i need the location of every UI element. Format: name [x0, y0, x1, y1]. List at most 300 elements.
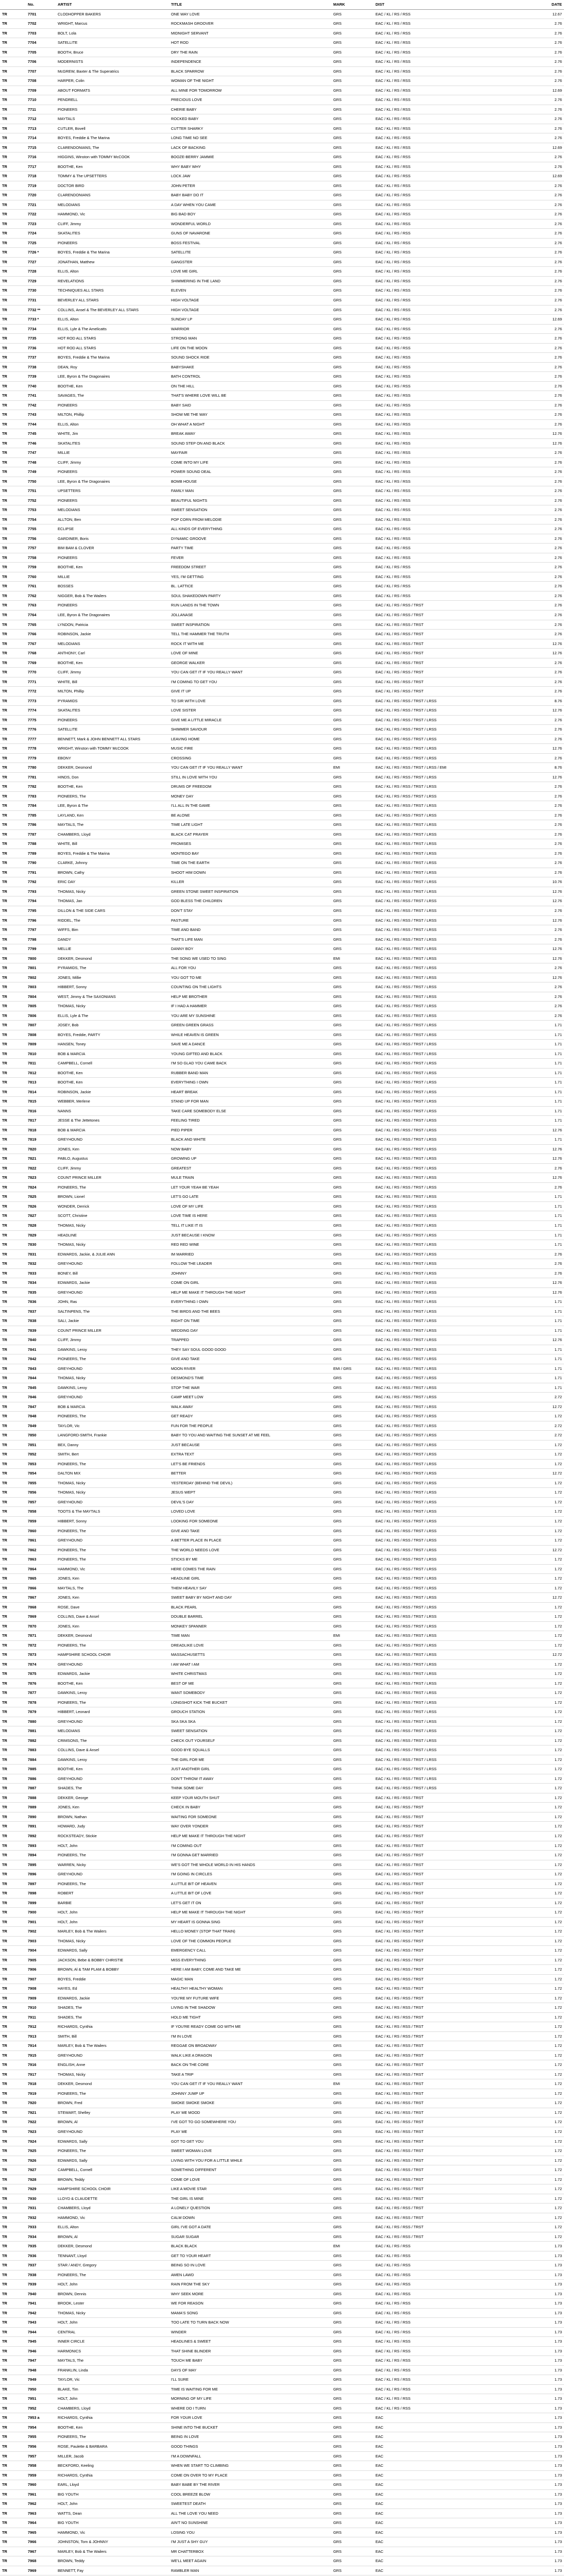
dist-cell: EAC / KL / RS / RSS	[373, 2242, 456, 2251]
table-row	[0, 2394, 564, 2404]
extra-cell	[456, 1717, 512, 1726]
extra-cell	[456, 734, 512, 744]
section-cell: TR	[0, 1002, 26, 1011]
mark-cell: GRS	[331, 1163, 373, 1173]
dist-cell: EAC / KL / RS / RSS / TRST	[373, 2012, 456, 2022]
mark-cell: GRS	[331, 1450, 373, 1460]
artist-cell: DEKKER, George	[56, 1793, 169, 1803]
extra-cell	[456, 1335, 512, 1345]
date-cell: 1.71	[512, 1230, 564, 1240]
artist-cell: HARMONICS	[56, 2346, 169, 2356]
title-cell: ON THE HILL	[169, 381, 331, 391]
artist-cell: BOOTHE, Ken	[56, 563, 169, 572]
dist-cell: EAC / KL / RS / RSS	[373, 419, 456, 429]
table-row	[0, 1393, 564, 1402]
table-row	[0, 181, 564, 191]
table-row	[0, 1889, 564, 1899]
catalogue-number-cell: 7911	[26, 2012, 56, 2022]
section-cell: TR	[0, 2175, 26, 2184]
section-cell: TR	[0, 2299, 26, 2309]
section-cell: TR	[0, 1364, 26, 1374]
section-cell: TR	[0, 1488, 26, 1498]
dist-cell: EAC / KL / RS / RSS / TRST / LRSS	[373, 1545, 456, 1555]
section-cell: TR	[0, 553, 26, 563]
dist-cell: EAC / KL / RS / RSS / TRST / LRSS	[373, 1736, 456, 1745]
table-row	[0, 1955, 564, 1965]
artist-cell: PIONEERS	[56, 715, 169, 725]
title-cell: BACK ON THE CORE	[169, 2060, 331, 2070]
dist-cell: EAC / KL / RS / RSS / TRST	[373, 668, 456, 677]
title-cell: LEAVING HOME	[169, 734, 331, 744]
section-cell: TR	[0, 276, 26, 286]
section-cell: TR	[0, 1326, 26, 1335]
mark-cell: GRS	[331, 286, 373, 296]
catalogue-number-cell: 7709	[26, 86, 56, 95]
section-cell: TR	[0, 362, 26, 372]
title-cell: I'M GONNA GET MARRIED	[169, 1851, 331, 1860]
title-cell: EXTRA TEXT	[169, 1450, 331, 1460]
dist-cell: EAC / KL / RS / RSS / TRST	[373, 1908, 456, 1918]
mark-cell: GRS	[331, 2432, 373, 2442]
mark-cell: GRS	[331, 668, 373, 677]
dist-cell: EAC / KL / RS / RSS	[373, 229, 456, 239]
extra-cell	[456, 1278, 512, 1288]
title-cell: MASSACHUSETTS	[169, 1650, 331, 1660]
table-row	[0, 1526, 564, 1536]
extra-cell	[456, 38, 512, 48]
table-row	[0, 1478, 564, 1488]
mark-cell: GRS	[331, 2537, 373, 2547]
section-cell: TR	[0, 1278, 26, 1288]
section-cell: TR	[0, 906, 26, 916]
extra-cell	[456, 1421, 512, 1431]
dist-cell: EAC / KL / RS / RSS / TRST / LRSS	[373, 1030, 456, 1040]
section-cell: TR	[0, 2060, 26, 2070]
table-row	[0, 763, 564, 773]
catalogue-number-cell: 7702	[26, 19, 56, 29]
extra-cell	[456, 1870, 512, 1879]
date-cell: 1.73	[512, 2356, 564, 2366]
date-cell: 12.72	[512, 1469, 564, 1479]
table-row	[0, 1870, 564, 1879]
mark-cell: GRS	[331, 2280, 373, 2290]
extra-cell	[456, 1440, 512, 1450]
artist-cell: WHITE, Jim	[56, 429, 169, 439]
artist-cell: WRIGHT, Winston with TOMMY McCOOK	[56, 744, 169, 754]
mark-cell: GRS	[331, 1049, 373, 1059]
mark-cell: GRS	[331, 1698, 373, 1707]
mark-cell: GRS	[331, 1640, 373, 1650]
dist-cell: EAC / KL / RS / RSS / TRST	[373, 2156, 456, 2165]
section-cell: TR	[0, 1984, 26, 1994]
title-cell: SHINE INTO THE BUCKET	[169, 2422, 331, 2432]
section-cell: TR	[0, 2041, 26, 2051]
date-cell: 1.72	[512, 1755, 564, 1765]
dist-cell: EAC / KL / RS / RSS / TRST / LRSS	[373, 725, 456, 735]
dist-cell: EAC / KL / RS / RSS	[373, 477, 456, 486]
artist-cell: HIBBERT, Sonny	[56, 1516, 169, 1526]
date-cell: 12.72	[512, 1650, 564, 1660]
section-cell: TR	[0, 438, 26, 448]
section-cell: TR	[0, 1669, 26, 1679]
dist-cell: EAC / KL / RS / RSS / TRST	[373, 1879, 456, 1889]
date-cell: 10.76	[512, 877, 564, 887]
extra-cell	[456, 210, 512, 219]
section-cell: TR	[0, 2127, 26, 2137]
catalogue-number-cell: 7955	[26, 2432, 56, 2442]
artist-cell: CENTRAL	[56, 2327, 169, 2337]
section-cell: TR	[0, 1898, 26, 1908]
catalogue-number-cell: 7959	[26, 2470, 56, 2480]
date-cell: 8.76	[512, 763, 564, 773]
table-row	[0, 2242, 564, 2251]
mark-cell: GRS	[331, 696, 373, 706]
title-header: TITLE	[169, 0, 331, 9]
section-cell: TR	[0, 2327, 26, 2337]
mark-cell: GRS	[331, 429, 373, 439]
title-cell: THEM HEAVILY SAY	[169, 1583, 331, 1593]
mark-cell: GRS	[331, 1593, 373, 1603]
mark-cell: GRS	[331, 1144, 373, 1154]
table-row	[0, 1211, 564, 1221]
extra-cell	[456, 238, 512, 248]
title-cell: GROUCH STATION	[169, 1707, 331, 1717]
date-cell: 2.76	[512, 76, 564, 86]
extra-cell	[456, 324, 512, 334]
artist-cell: THOMAS, Nicky	[56, 1488, 169, 1498]
mark-cell: GRS	[331, 1211, 373, 1221]
mark-cell: GRS	[331, 1497, 373, 1507]
artist-cell: SATELLITE	[56, 725, 169, 735]
catalogue-number-cell: 7879	[26, 1707, 56, 1717]
title-cell: ELEVEN	[169, 286, 331, 296]
title-cell: IM MARRIED	[169, 1249, 331, 1259]
artist-cell: HAMMOND, Vic	[56, 1564, 169, 1574]
catalogue-number-cell: 7840	[26, 1335, 56, 1345]
date-cell: 1.73	[512, 2337, 564, 2347]
date-cell: 1.73	[512, 2280, 564, 2290]
catalogue-number-cell: 7868	[26, 1602, 56, 1612]
title-cell: BREAK AWAY	[169, 429, 331, 439]
table-row	[0, 1745, 564, 1755]
date-cell: 1.72	[512, 1497, 564, 1507]
extra-cell	[456, 1851, 512, 1860]
extra-cell	[456, 1659, 512, 1669]
artist-cell: REVELATIONS	[56, 276, 169, 286]
extra-cell	[456, 1345, 512, 1354]
date-cell: 2.76	[512, 687, 564, 697]
dist-cell: EAC / KL / RS / RSS	[373, 95, 456, 105]
date-cell: 1.72	[512, 2089, 564, 2098]
mark-cell: GRS	[331, 210, 373, 219]
title-cell: SOMETHING DIFFERENT	[169, 2165, 331, 2175]
title-cell: WE FOR REASON	[169, 2299, 331, 2309]
artist-cell: PIONEERS, The	[56, 2432, 169, 2442]
dist-cell: EAC / KL / RS / RSS / TRST / LRSS	[373, 1679, 456, 1688]
title-cell: JUST BECAUSE	[169, 1440, 331, 1450]
extra-cell	[456, 1765, 512, 1774]
catalogue-number-cell: 7934	[26, 2232, 56, 2242]
dist-cell: EAC / KL / RS / RSS / TRST	[373, 1812, 456, 1822]
artist-cell: ABOUT FORMATS	[56, 86, 169, 95]
date-cell: 2.76	[512, 286, 564, 296]
catalogue-number-cell: 7826	[26, 1201, 56, 1211]
catalogue-number-cell: 7854	[26, 1469, 56, 1479]
dist-cell: EAC / KL / RS / RSS	[373, 162, 456, 172]
artist-cell: SKATALITES	[56, 706, 169, 716]
title-cell: TRAPPED	[169, 1335, 331, 1345]
artist-cell: BOOTHE, Ken	[56, 1078, 169, 1088]
artist-cell: CHAMBERS, Lloyd	[56, 2204, 169, 2213]
artist-cell: HAMPSHIRE SCHOOL CHOIR	[56, 1650, 169, 1660]
extra-cell	[456, 2299, 512, 2309]
dist-cell: EAC / KL / RS / RSS / TRST / LRSS	[373, 1011, 456, 1021]
extra-cell	[456, 1412, 512, 1421]
dist-cell: EAC / KL / RS / RSS / TRST / LRSS	[373, 877, 456, 887]
table-row	[0, 505, 564, 515]
table-row	[0, 1860, 564, 1870]
mark-cell: GRS	[331, 1898, 373, 1908]
artist-cell: BOB & MARCIA	[56, 1049, 169, 1059]
date-cell: 2.76	[512, 801, 564, 811]
extra-cell	[456, 286, 512, 296]
catalogue-number-cell: 7874	[26, 1659, 56, 1669]
artist-cell: GREYHOUND	[56, 1774, 169, 1784]
section-cell: TR	[0, 1851, 26, 1860]
mark-cell: GRS	[331, 630, 373, 639]
extra-cell	[456, 896, 512, 906]
table-row	[0, 1459, 564, 1469]
mark-cell: GRS	[331, 1688, 373, 1698]
catalogue-number-cell: 7762	[26, 591, 56, 601]
extra-cell	[456, 2079, 512, 2089]
table-row	[0, 448, 564, 458]
artist-cell: CLODHOPPER BAKERS	[56, 9, 169, 19]
catalogue-number-cell: 7829	[26, 1230, 56, 1240]
extra-cell	[456, 152, 512, 162]
artist-cell: PIONEERS, The	[56, 791, 169, 801]
table-row	[0, 2213, 564, 2223]
mark-cell: GRS	[331, 353, 373, 363]
extra-cell	[456, 181, 512, 191]
mark-cell: GRS	[331, 2394, 373, 2404]
catalogue-number-cell: 7850	[26, 1431, 56, 1440]
date-cell: 12.67	[512, 9, 564, 19]
section-cell: TR	[0, 1116, 26, 1126]
extra-cell	[456, 849, 512, 858]
title-cell: JOLLANASE	[169, 611, 331, 620]
dist-cell: EAC / KL / RS / RSS / TRST / LRSS	[373, 1173, 456, 1183]
catalogue-number-cell: 7770	[26, 668, 56, 677]
section-cell: TR	[0, 315, 26, 325]
extra-cell	[456, 1402, 512, 1412]
dist-cell: EAC / KL / RS / RSS / TRST / LRSS	[373, 1650, 456, 1660]
table-row	[0, 1259, 564, 1269]
title-cell: HELP ME MAKE IT THROUGH THE NIGHT	[169, 1832, 331, 1841]
title-cell: I'M GOING IN CIRCLES	[169, 1870, 331, 1879]
title-cell: FOLLOW THE LEADER	[169, 1259, 331, 1269]
section-cell: TR	[0, 419, 26, 429]
artist-cell: LEE, Byron & The Dragonaires	[56, 477, 169, 486]
extra-cell	[456, 1736, 512, 1745]
artist-cell: BOOTHE, Ken	[56, 162, 169, 172]
catalogue-number-cell: 7728	[26, 267, 56, 277]
extra-cell	[456, 448, 512, 458]
dist-cell: EAC / KL / RS / RSS / TRST / LRSS	[373, 1602, 456, 1612]
mark-cell: GRS	[331, 9, 373, 19]
mark-cell: GRS	[331, 2299, 373, 2309]
artist-cell: PIONEERS, The	[56, 1459, 169, 1469]
title-cell: WANT SOMEBODY	[169, 1688, 331, 1698]
date-cell: 1.73	[512, 2365, 564, 2375]
date-cell: 2.72	[512, 1393, 564, 1402]
table-row	[0, 887, 564, 896]
dist-cell: EAC / KL / RS / RSS	[373, 2299, 456, 2309]
dist-cell: EAC / KL / RS / RSS / TRST / LRSS	[373, 1383, 456, 1393]
title-cell: SWEET SENSATION	[169, 1726, 331, 1736]
table-row	[0, 267, 564, 277]
catalogue-number-cell: 7834	[26, 1278, 56, 1288]
section-cell: TR	[0, 477, 26, 486]
date-cell: 12.76	[512, 649, 564, 658]
artist-cell: ROSE, Dave	[56, 1602, 169, 1612]
table-row	[0, 1316, 564, 1326]
section-cell: TR	[0, 1221, 26, 1231]
section-cell: TR	[0, 1030, 26, 1040]
catalogue-number-cell: 7949	[26, 2375, 56, 2385]
title-cell: HOLD ME TIGHT	[169, 2012, 331, 2022]
mark-cell: GRS	[331, 772, 373, 782]
date-cell: 1.72	[512, 2204, 564, 2213]
extra-cell	[456, 114, 512, 124]
date-cell: 2.76	[512, 114, 564, 124]
table-row	[0, 143, 564, 152]
date-cell: 12.72	[512, 1593, 564, 1603]
catalogue-number-cell: 7771	[26, 677, 56, 687]
title-cell: MORNING OF MY LIFE	[169, 2394, 331, 2404]
table-row	[0, 630, 564, 639]
mark-cell: GRS	[331, 1583, 373, 1593]
title-cell: HELP ME MAKE IT THROUGH THE NIGHT	[169, 1908, 331, 1918]
catalogue-number-cell: 7765	[26, 620, 56, 630]
title-cell: YOU CAN GET IT IF YOU REALLY WANT	[169, 668, 331, 677]
title-cell: STICKS BY ME	[169, 1555, 331, 1565]
artist-cell: COLLINS, Ansel & The BEVERLEY ALL STARS	[56, 305, 169, 315]
date-cell: 1.73	[512, 2518, 564, 2528]
table-row	[0, 772, 564, 782]
catalogue-number-cell: 7747	[26, 448, 56, 458]
title-cell: SMOKE SMOKE SMOKE	[169, 2098, 331, 2108]
extra-cell	[456, 1450, 512, 1460]
table-row	[0, 1087, 564, 1097]
section-cell: TR	[0, 1650, 26, 1660]
artist-cell: ELLIS, Alton	[56, 315, 169, 325]
dist-cell: EAC / KL / RS / RSS / TRST	[373, 1917, 456, 1927]
artist-cell: HARPER, Colin	[56, 76, 169, 86]
table-row	[0, 2031, 564, 2041]
extra-cell	[456, 2270, 512, 2280]
table-row	[0, 2346, 564, 2356]
dist-cell: EAC / KL / RS / RSS / TRST / LRSS	[373, 1049, 456, 1059]
catalogue-number-cell: 7900	[26, 1908, 56, 1918]
date-cell: 2.76	[512, 515, 564, 524]
section-cell: TR	[0, 2280, 26, 2290]
section-cell: TR	[0, 2223, 26, 2232]
catalogue-number-cell: 7932	[26, 2213, 56, 2223]
catalogue-number-cell: 7727	[26, 257, 56, 267]
catalogue-number-cell: 7965	[26, 2528, 56, 2537]
table-row	[0, 1602, 564, 1612]
title-cell: POWER SOUND DEAL	[169, 467, 331, 477]
artist-cell: JESSE & The Jettetones	[56, 1116, 169, 1126]
date-cell: 1.72	[512, 1574, 564, 1584]
date-cell: 1.72	[512, 2012, 564, 2022]
extra-cell	[456, 2528, 512, 2537]
table-row	[0, 601, 564, 611]
table-row	[0, 2146, 564, 2156]
mark-cell: GRS	[331, 2375, 373, 2385]
title-cell: AIN'T NO SUNSHINE	[169, 2518, 331, 2528]
mark-cell: GRS	[331, 2060, 373, 2070]
artist-cell: DAWKINS, Leroy	[56, 1383, 169, 1393]
mark-cell: GRS	[331, 868, 373, 877]
date-cell: 1.71	[512, 1030, 564, 1040]
catalogue-number-cell: 7769	[26, 658, 56, 668]
title-cell: DON'T STAY	[169, 906, 331, 916]
date-cell: 2.76	[512, 248, 564, 258]
extra-cell	[456, 2060, 512, 2070]
section-cell: TR	[0, 1431, 26, 1440]
mark-cell: GRS	[331, 1059, 373, 1069]
date-cell: 2.76	[512, 181, 564, 191]
date-cell: 1.72	[512, 1974, 564, 1984]
section-cell: TR	[0, 1832, 26, 1841]
mark-cell: GRS	[331, 28, 373, 38]
date-cell: 1.73	[512, 2251, 564, 2261]
mark-cell: GRS	[331, 1316, 373, 1326]
title-cell: TIME IS WAITING FOR ME	[169, 2384, 331, 2394]
artist-cell: LAYLAND, Ken	[56, 810, 169, 820]
title-cell: SWEET BABY BY NIGHT AND DAY	[169, 1593, 331, 1603]
catalogue-number-cell: 7958	[26, 2461, 56, 2471]
extra-cell	[456, 1078, 512, 1088]
mark-cell: GRS	[331, 2413, 373, 2423]
table-row	[0, 486, 564, 496]
mark-cell: GRS	[331, 2528, 373, 2537]
title-cell: DREADLIKE LOVE	[169, 1640, 331, 1650]
mark-cell: GRS	[331, 57, 373, 67]
section-cell: TR	[0, 687, 26, 697]
catalogue-number-cell: 7928	[26, 2175, 56, 2184]
artist-cell: MAYTALS, The	[56, 2356, 169, 2366]
title-cell: HELP ME MAKE IT THROUGH THE NIGHT	[169, 1287, 331, 1297]
dist-cell: EAC / KL / RS / RSS / TRST / LRSS	[373, 858, 456, 868]
extra-cell	[456, 2031, 512, 2041]
extra-cell	[456, 2289, 512, 2299]
date-cell: 2.76	[512, 725, 564, 735]
table-row	[0, 2375, 564, 2385]
table-row	[0, 295, 564, 305]
title-cell: SUNDAY LP	[169, 315, 331, 325]
title-cell: A LITTLE BIT OF LOVE	[169, 1889, 331, 1899]
section-cell: TR	[0, 696, 26, 706]
dist-cell: EAC / KL / RS / RSS	[373, 105, 456, 114]
catalogue-number-cell: 7917	[26, 2070, 56, 2079]
extra-cell	[456, 1182, 512, 1192]
title-cell: GEORGE WALKER	[169, 658, 331, 668]
mark-cell: GRS	[331, 2137, 373, 2146]
date-cell: 2.76	[512, 601, 564, 611]
